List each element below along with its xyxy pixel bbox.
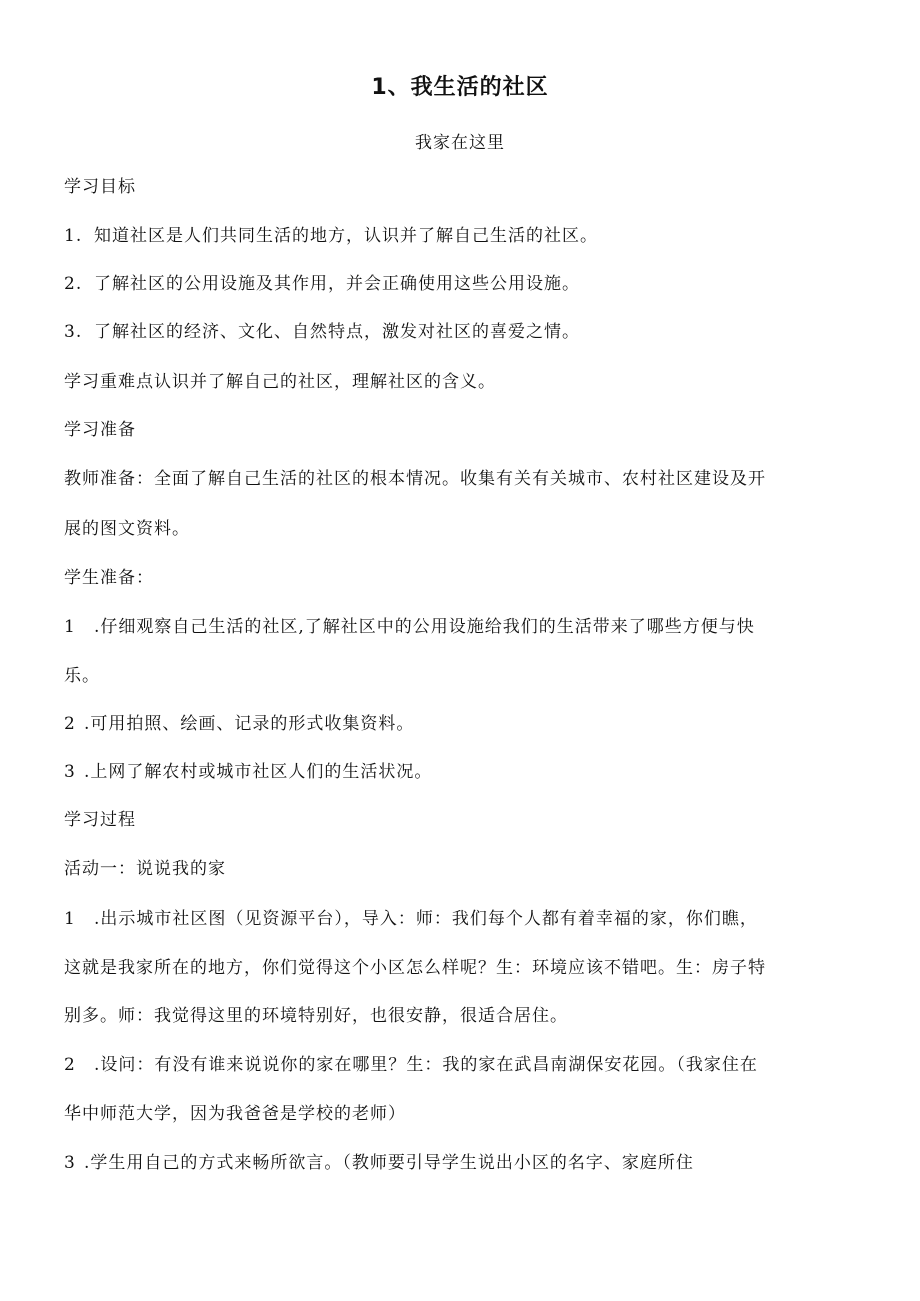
goal-text: 了解社区的公用设施及其作用，并会正确使用这些公用设施。 <box>94 274 580 294</box>
process-item-1-cont-1: 这就是我家所在的地方，你们觉得这个小区怎么样呢？生：环境应该不错吧。生：房子特 <box>64 958 766 978</box>
process-item-2 <box>64 1053 864 1077</box>
document-title: 1、我生活的社区 <box>371 75 549 100</box>
student-prep-item-1 <box>64 615 864 639</box>
key-points: 学习重难点认识并了解自己的社区，理解社区的含义。 <box>64 372 496 392</box>
heading-student-prep: 学生准备： <box>64 568 154 588</box>
process-item-2-cont: 华中师范大学，因为我爸爸是学校的老师） <box>64 1104 406 1124</box>
list-text: .仔细观察自己生活的社区,了解社区中的公用设施给我们的生活带来了哪些方便与快 <box>94 617 755 637</box>
list-number: 2 <box>64 714 76 734</box>
heading-preparation: 学习准备 <box>64 420 136 440</box>
heading-learning-goals: 学习目标 <box>64 177 136 197</box>
teacher-prep-line-1: 教师准备：全面了解自己生活的社区的根本情况。收集有关有关城市、农村社区建设及开 <box>64 469 766 489</box>
student-prep-item-2 <box>64 712 864 736</box>
process-item-1-cont-2: 别多。师：我觉得这里的环境特别好，也很安静，很适合居住。 <box>64 1006 568 1026</box>
process-item-1 <box>64 907 864 931</box>
list-text: .可用拍照、绘画、记录的形式收集资料。 <box>84 714 415 734</box>
list-text: .出示城市社区图（见资源平台），导入：师：我们每个人都有着幸福的家，你们瞧， <box>94 909 758 929</box>
student-prep-item-1-cont: 乐。 <box>64 666 100 686</box>
activity-1-heading: 活动一：说说我的家 <box>64 859 226 879</box>
list-number: 2 <box>64 1055 76 1075</box>
list-text: .上网了解农村或城市社区人们的生活状况。 <box>84 762 433 782</box>
process-item-3 <box>64 1151 864 1175</box>
teacher-prep-line-2: 展的图文资料。 <box>64 519 190 539</box>
goal-text: 了解社区的经济、文化、自然特点，激发对社区的喜爱之情。 <box>94 322 580 342</box>
list-text: .学生用自己的方式来畅所欲言。（教师要引导学生说出小区的名字、家庭所住 <box>84 1153 694 1173</box>
goal-number: 2. <box>64 274 83 294</box>
list-number: 1 <box>64 617 76 637</box>
student-prep-item-3 <box>64 760 864 784</box>
goal-number: 1. <box>64 226 83 246</box>
list-number: 1 <box>64 909 76 929</box>
document-subtitle: 我家在这里 <box>415 133 505 153</box>
list-number: 3 <box>64 762 76 782</box>
list-text: .设问：有没有谁来说说你的家在哪里？生：我的家在武昌南湖保安花园。（我家住在 <box>94 1055 758 1075</box>
goal-item-2 <box>64 272 864 296</box>
goal-number: 3. <box>64 322 83 342</box>
goal-text: 知道社区是人们共同生活的地方，认识并了解自己生活的社区。 <box>94 226 598 246</box>
goal-item-3 <box>64 320 864 344</box>
goal-item-1 <box>64 224 864 248</box>
heading-process: 学习过程 <box>64 810 136 830</box>
list-number: 3 <box>64 1153 76 1173</box>
